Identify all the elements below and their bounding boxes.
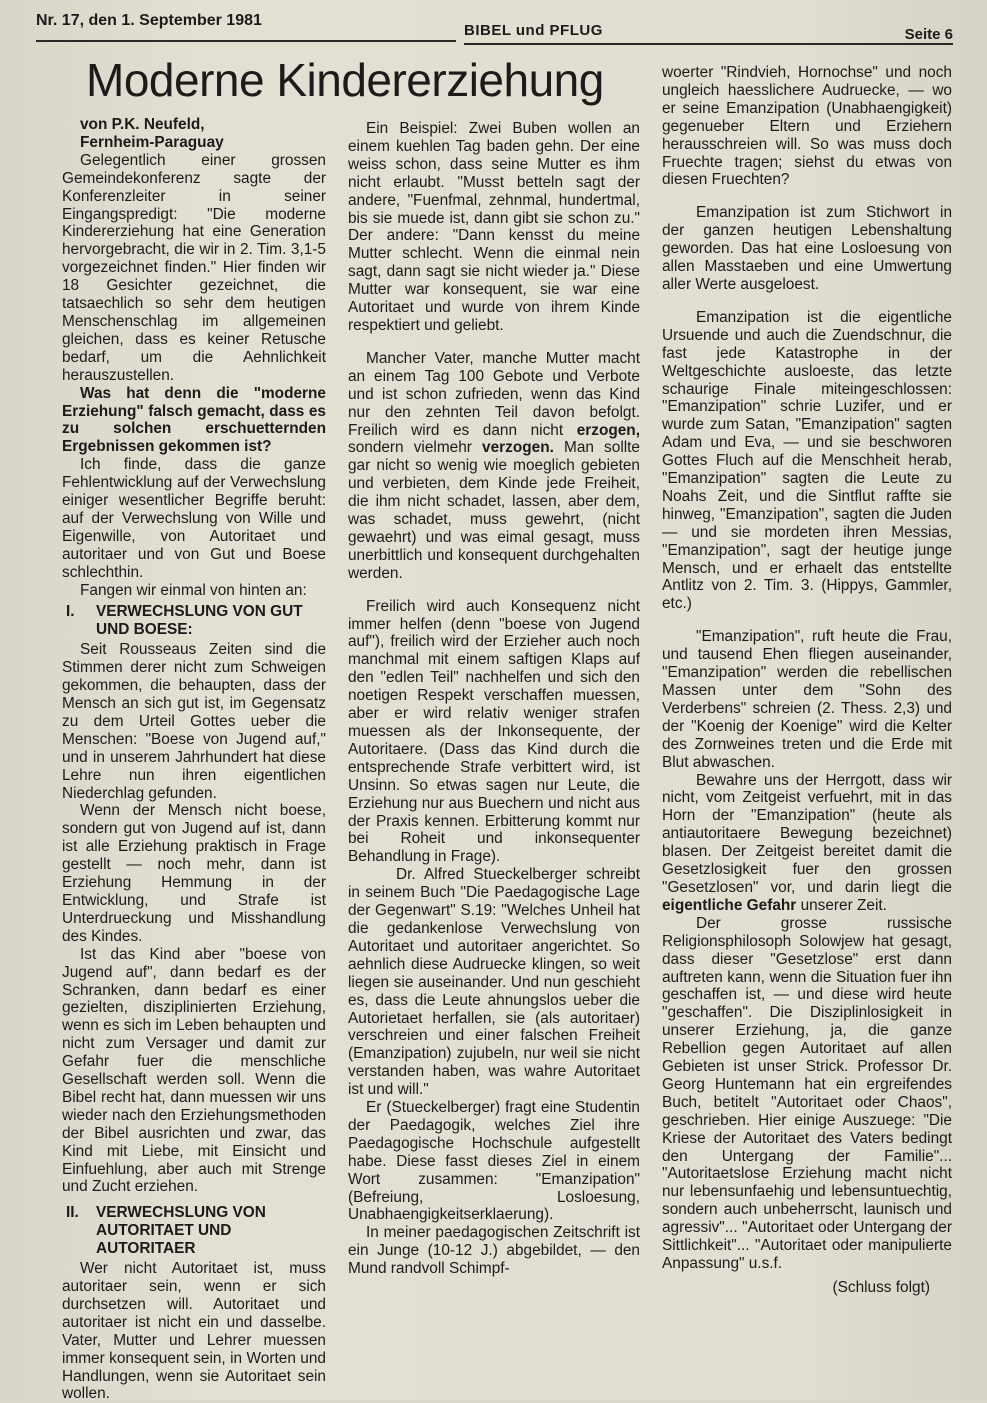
paragraph: Wer nicht Autoritaet ist, muss autoritaer sein, wenn er sich durchsetzen will. Autoritaet und autoritaer ist nicht ein und dasselbe. Vater, Mutter und Lehrer muessen immer konsequent sein, in Worten und Handlungen, wenn sie Autoritaet sein wollen. [62,1260,326,1403]
paragraph [662,772,952,915]
article-title: Moderne Kindererziehung [86,54,604,106]
paragraph [348,350,640,583]
question-heading: Was hat denn die "moderne Erziehung" falsch gemacht, dass es zu solchen erschuetternden Ergebnissen gekommen ist? [62,384,326,456]
emphasis: erzogen, [576,421,640,439]
paragraph: Emanzipation ist die eigentliche Ursuende und auch die Zuendschnur, die fast jede Katastrophe in der Weltgeschichte ausloeste, das letzte schaurige Finale miteingeschlossen: "Emanzipation" schrie Luzifer, und er wurde zum Satan, "Emanzipation" sagten Adam und Eva, — und sie beschworen Gottes Fluch auf die Menschheit herab, "Emanzipation" sagten die Leute zu Noahs Zeit, und die Sintflut raffte sie hinweg, "Emanzipation", sagten die Juden — und sie mordeten ihren Messias, "Emanzipation", sagt der heutige junge Mensch, und er erhaelt das entstellte Antlitz von 2. Tim. 3. (Hippys, Gammler, etc.) [662,308,952,613]
continuation-note: (Schluss folgt) [832,1278,930,1296]
paragraph: woerter "Rindvieh, Hornochse" und noch ungleich haesslichere Audruecke, — wo er seine Emanzipation (Unabhaengigkeit) gegenueber Eltern und Erziehern herausschreien will. So was muss doch Fruechte tragen; siehst du etwas von diesen Fruechten? [662,64,952,189]
paragraph: In meiner paedagogischen Zeitschrift ist ein Junge (10-12 J.) abgebildet, — den Mund randvoll Schimpf- [348,1224,640,1278]
paragraph: Emanzipation ist zum Stichwort in der ganzen heutigen Lebenshaltung geworden. Das hat eine Losloesung von allen Masstaeben und eine Umwertung aller Werte ausgeloest. [662,204,952,293]
byline-location: Fernheim-Paraguay [80,133,224,151]
page-number: Seite 6 [904,26,953,43]
text-run: Bewahre uns der Herrgott, dass wir nicht, vom Zeitgeist verfuehrt, mit in das Horn der "Emanzipation" (heute als antiautoritaere Bewegung bezeichnet) blasen. Der Zeitgeist bereitet damit die Gesetzlosigkeit fuer den grossen "Gesetzlosen" vor, und darin liegt die [662,771,952,896]
paragraph: Er (Stueckelberger) fragt eine Studentin der Paedagogik, welches Ziel ihre Paedagogische Hochschule aufgestellt habe. Diese fasst dieses Ziel in einem Wort zusammen: "Emanzipation" (Befreiung, Losloesung, Unabhaengigkeitserklaerung). [348,1099,640,1224]
paragraph: Dr. Alfred Stueckelberger schreibt in seinem Buch "Die Paedagogische Lage der Gegenwart" S.19: "Welches Unheil hat die gedankenlose Verwechslung von Autoritaet und autoritaer angerichtet. So aehnlich diese Audruecke klingen, so weit liegen sie auseinander. Und nun geschieht es, dass die Leute ahnungslos ueber die Autorietaet herfallen, sie (als autoritaer) verschreien und einer falschen Freiheit (Emanzipation) zujubeln, nur weil sie nicht verstanden haben, was wahre Autoritaet ist und will." [348,866,640,1099]
paragraph: Ist das Kind aber "boese von Jugend auf", dann bedarf es der Schranken, dann bedarf es einer gezielten, disziplinierten Erziehung, wenn es sich im Leben behaupten und nicht zum Versager und damit zur Gefahr fuer die menschliche Gesellschaft werden soll. Wenn die Bibel recht hat, dann muessen wir uns wieder nach den Erziehungsmethoden der Bibel ausrichten und zwar, das Kind mit Liebe, mit Einsicht und Einfuehlung, aber auch mit Strenge und Zucht erziehen. [62,945,326,1196]
column-2 [348,120,640,1278]
column-3 [662,64,952,1297]
section-number: II. [66,1204,79,1222]
section-number: I. [66,603,75,621]
paragraph: Freilich wird auch Konsequenz nicht immer helfen (denn "boese von Jugend auf"), freilich wird der Erzieher auch noch manchmal mit einem saftigen Klaps auf den "edlen Teil" nachhelfen und sich den noetigen Respekt verschaffen muessen, aber er wird relativ weniger strafen muessen als der Inkonsequente, der Autoritaere. (Dass das Kind durch die entsprechende Strafe verbittert wird, ist Unsinn. So etwas sagen nur Leute, die Erziehung nur aus Buechern und nicht aus der Praxis kennen. Erbitterung kommt nur bei Roheit und inkonsequenter Behandlung in Frage). [348,597,640,866]
paragraph: Ich finde, dass die ganze Fehlentwicklung auf der Verwechslung einiger wesentlicher Begriffe beruht: auf der Verwechslung von Wille und Eigenwille, von Autoritaet und autoritaer und von Gut und Boese schlechthin. [62,456,326,581]
publication-name: BIBEL und PFLUG [464,22,603,39]
text-run: sondern vielmehr [348,439,472,457]
paragraph: Der grosse russische Religionsphilosoph Solowjew hat gesagt, dass dieser "Gesetzlose" erst dann auftreten kann, wenn die Situation fuer ihn geschaffen ist, — und diese wird heute "geschaffen". Die Disziplinlosigkeit in unserer Erziehung, ja, die ganze Rebellion gegen Autoritaet auf allen Gebieten ist unser Strick. Professor Dr. Georg Huntemann hat ein ergreifendes Buch, betitelt "Autoritaet oder Chaos", geschrieben. Hier einige Auszuege: "Die Kriese der Autoritaet des Vaters bedingt den Untergang der Familie"... "Autoritaetslose Erziehung macht nicht nur lebensunfaehig und lebensuntuechtig, sondern auch unbeherrscht, launisch und agressiv"... "Autoritaet oder Untergang der Sittlichkeit"... "Autoritaet oder manipulierte Anpassung" u.s.f. [662,914,952,1272]
issue-date: Nr. 17, den 1. September 1981 [36,12,262,29]
section-heading-1 [66,603,326,639]
emphasis: eigentliche Gefahr [662,896,797,914]
page-header [36,12,953,46]
byline-author: von P.K. Neufeld, [80,116,205,133]
header-rule-right [464,43,953,45]
section-title: VERWECHSLUNG VON AUTORITAET UND AUTORITAER [96,1204,266,1258]
section-title: VERWECHSLUNG VON GUT UND BOESE: [96,603,303,639]
text-run: unserer Zeit. [800,896,887,914]
paragraph: Ein Beispiel: Zwei Buben wollen an einem kuehlen Tag baden gehn. Der eine weiss schon, dass seine Mutter es ihm nicht erlaubt. "Musst betteln sagt der andere, "Fuenfmal, zehnmal, hundertmal, bis sie muede ist, dann gibt sie schon zu." Der andere: "Dann kensst du meine Mutter schlecht. Wenn die einmal nein sagt, dann sagt sie nicht wieder ja." Diese Mutter war konsequent, sie war eine Autoritaet und wurde von ihrem Kinde respektiert und geliebt. [348,120,640,334]
paragraph: "Emanzipation", ruft heute die Frau, und tausend Ehen fliegen auseinander, "Emanzipation" werden die rebellischen Massen unter dem "Sohn des Verderbens" schreien (2. Thess. 2,3) und der "Koenig der Koenige" wird die Kelter des Zornweines treten und die Erde mit Blut abwaschen. [662,628,952,771]
text-run: Mancher Vater, manche Mutter macht an einem Tag 100 Gebote und Verbote und ist schon zufrieden, wenn das Kind nur den zehnten Teil davon befolgt. Freilich wird es dann nicht [348,349,640,439]
emphasis: verzogen. [482,439,554,457]
paragraph: Gelegentlich einer grossen Gemeindekonferenz sagte der Konferenzleiter in seiner Eingangspredigt: "Die moderne Kindererziehung hat eine Generation hervorgebracht, die wir in 2. Tim. 3,1-5 vorgezeichnet finden." Hier finden wir 18 Gesichter gezeichnet, die tatsaechlich so sehr dem heutigen Menschenschlag im allgemeinen gleichen, dass es keiner Retusche bedarf, um die Aehnlichkeit herauszustellen. [62,151,326,384]
section-heading-2 [66,1204,326,1258]
paragraph: Wenn der Mensch nicht boese, sondern gut von Jugend auf ist, dann ist alle Erziehung praktisch in Frage gestellt — noch mehr, dann ist Erziehung Hemmung in der Entwicklung, und Strafe ist Unterdrueckung und Misshandlung des Kindes. [62,802,326,945]
column-1 [62,116,326,1403]
paragraph: Fangen wir einmal von hinten an: [80,581,307,599]
paragraph: Seit Rousseaus Zeiten sind die Stimmen derer nicht zum Schweigen gekommen, die behaupten, dass der Mensch an sich gut ist, im Gegensatz zu dem Urteil Gottes ueber die Menschen: "Boese von Jugend auf," und in unserem Jahrhundert hat diese Lehre nun ihren eigentlichen Niederchlag gefunden. [62,641,326,802]
text-run: Man sollte gar nicht so wenig wie moeglich gebieten und verbieten, dem Kinde jede Freiheit, die ihm nicht schadet, lassen, aber dem, was schadet, muss gewehrt, (nicht gewaehrt) und was eimal gesagt, muss unerbittlich und konsequent durchgehalten werden. [348,439,640,582]
header-rule-left [36,40,456,42]
